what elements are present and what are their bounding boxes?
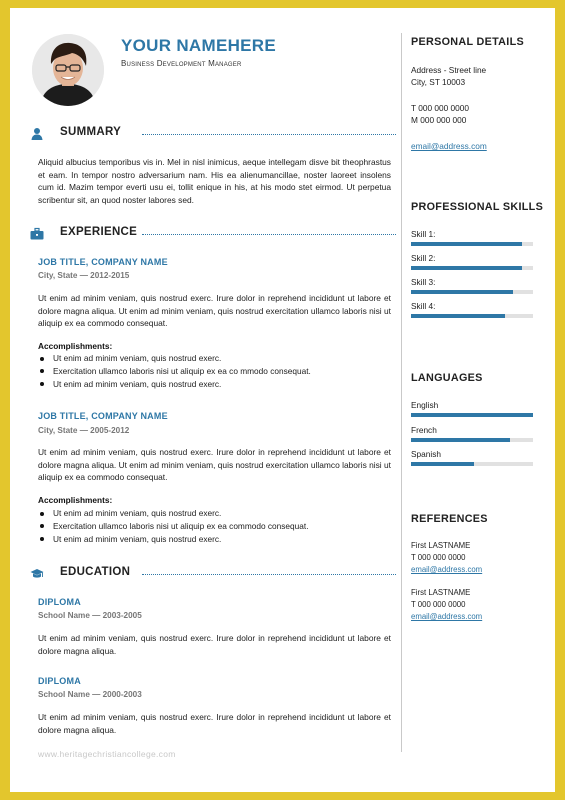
summary-divider: [142, 134, 396, 135]
skill-label: Skill 2:: [411, 253, 436, 263]
education-title: DIPLOMA: [38, 676, 81, 686]
summary-heading: SUMMARY: [60, 126, 122, 138]
skill-bar-fill: [411, 242, 522, 246]
profile-photo: [32, 34, 104, 106]
briefcase-icon: [30, 227, 44, 241]
education-heading: EDUCATION: [60, 566, 131, 578]
skill-bar-track: [411, 242, 533, 246]
reference-phone: T 000 000 0000: [411, 600, 466, 609]
education-description: Ut enim ad minim veniam, quis nostrud exerc. Irure dolor in reprehend incididunt ut labore et dolore magna aliqua.: [38, 712, 391, 735]
language-bar-fill: [411, 413, 533, 417]
experience-heading: EXPERIENCE: [60, 226, 138, 238]
job-description: Ut enim ad minim veniam, quis nostrud exerc. Irure dolor in reprehend incididunt ut labore et dolore magna aliqua. Ut enim ad minim veniam, quis nostrud exercitation ullamco laboris nisi ut aliquip ex ea commodo consequat.: [38, 293, 391, 329]
accomplishments-list: [38, 507, 398, 545]
language-label: English: [411, 400, 439, 410]
language-bar-fill: [411, 462, 474, 466]
accomplishment-item: Exercitation ullamco laboris nisi ut aliquip ex ea commodo consequat.: [38, 520, 398, 533]
job-location-dates: City, State — 2005-2012: [38, 426, 130, 435]
phone-number: T 000 000 0000: [411, 103, 469, 113]
experience-heading-row: [30, 226, 396, 242]
skill-label: Skill 1:: [411, 229, 436, 239]
accomplishment-item: Exercitation ullamco laboris nisi ut aliquip ex ea co mmodo consequat.: [38, 365, 398, 378]
mobile-number: M 000 000 000: [411, 115, 467, 125]
education-heading-row: [30, 566, 396, 582]
reference-name: First LASTNAME: [411, 541, 471, 550]
person-icon: [30, 127, 44, 141]
languages-heading: LANGUAGES: [411, 372, 483, 384]
accomplishment-item: Ut enim ad minim veniam, quis nostrud exerc.: [38, 507, 398, 520]
language-bar-track: [411, 413, 533, 417]
experience-divider: [142, 234, 396, 235]
address-line-2: City, ST 10003: [411, 77, 466, 87]
profile-photo-graphic: [32, 34, 104, 106]
candidate-job-title: Business Development Manager: [121, 59, 242, 68]
email-link[interactable]: email@address.com: [411, 141, 487, 151]
graduation-cap-icon: [30, 567, 44, 581]
skill-bar-fill: [411, 266, 522, 270]
education-school-dates: School Name — 2003-2005: [38, 611, 142, 620]
accomplishments-label: Accomplishments:: [38, 341, 113, 351]
job-location-dates: City, State — 2012-2015: [38, 271, 130, 280]
accomplishment-item: Ut enim ad minim veniam, quis nostrud exerc.: [38, 378, 398, 391]
language-label: Spanish: [411, 449, 441, 459]
watermark-text: www.heritagechristiancollege.com: [38, 749, 176, 759]
references-heading: REFERENCES: [411, 513, 488, 525]
skill-label: Skill 4:: [411, 301, 436, 311]
reference-phone: T 000 000 0000: [411, 553, 466, 562]
job-title: JOB TITLE, COMPANY NAME: [38, 411, 168, 421]
language-bar-track: [411, 438, 533, 442]
accomplishments-list: [38, 352, 398, 390]
reference-name: First LASTNAME: [411, 588, 471, 597]
education-description: Ut enim ad minim veniam, quis nostrud exerc. Irure dolor in reprehend incididunt ut labore et dolore magna aliqua.: [38, 633, 391, 656]
reference-email-link[interactable]: email@address.com: [411, 565, 483, 574]
accomplishment-item: Ut enim ad minim veniam, quis nostrud exerc.: [38, 533, 398, 546]
language-label: French: [411, 424, 437, 435]
skill-bar-track: [411, 290, 533, 294]
accomplishments-label: Accomplishments:: [38, 495, 113, 505]
accomplishment-item: Ut enim ad minim veniam, quis nostrud exerc.: [38, 352, 398, 365]
column-divider: [401, 33, 402, 752]
personal-details-heading: PERSONAL DETAILS: [411, 36, 524, 48]
summary-heading-row: [30, 126, 396, 142]
skill-bar-fill: [411, 290, 513, 294]
job-description: Ut enim ad minim veniam, quis nostrud exerc. Irure dolor in reprehend incididunt ut labore et dolore magna aliqua. Ut enim ad minim veniam, quis nostrud exercitation ullamco laboris nisi ut aliquip ex ea commodo consequat.: [38, 447, 391, 483]
language-bar-track: [411, 462, 533, 466]
skill-label: Skill 3:: [411, 277, 436, 287]
skill-bar-track: [411, 314, 533, 318]
skills-heading: PROFESSIONAL SKILLS: [411, 201, 544, 213]
education-school-dates: School Name — 2000-2003: [38, 690, 142, 699]
education-divider: [142, 574, 396, 575]
address-line-1: Address - Street line: [411, 65, 487, 75]
language-bar-fill: [411, 438, 510, 442]
skill-bar-track: [411, 266, 533, 270]
education-title: DIPLOMA: [38, 597, 81, 607]
summary-text: Aliquid albucius temporibus vis in. Mel in nisl inimicus, aeque intellegam disve bit theophrastus et eam. In tempor nostro adversarium nam. His ea alienumancillae, noster laoreet insolens cum id. Mazim tempor everti usu ei, tollit enique in his, at his modo stet eirmod. Ut perpetua scribentur sit, an quod noster labores sed.: [38, 157, 391, 205]
job-title: JOB TITLE, COMPANY NAME: [38, 257, 168, 267]
reference-email-link[interactable]: email@address.com: [411, 612, 483, 621]
skill-bar-fill: [411, 314, 505, 318]
resume-page: [10, 8, 555, 792]
candidate-name: YOUR NAMEHERE: [121, 36, 277, 55]
